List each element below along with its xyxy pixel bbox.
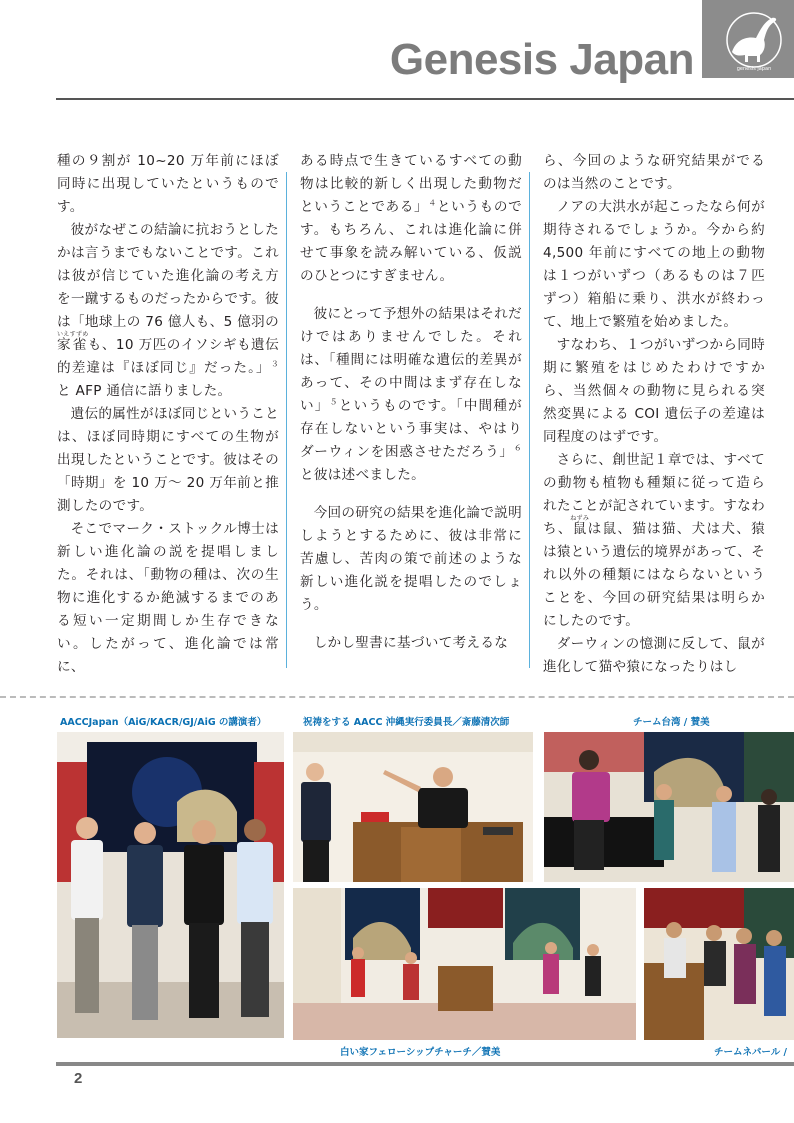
paragraph: ある時点で生きているすべての動物は比較的新しく出現した動物だということである」$^4$というものです。もちろん、これは進化論に併せて事象を読み解いている、仮説のひとつにすぎません。 xyxy=(300,153,522,284)
photo-team-nepal xyxy=(644,888,794,1040)
photo-white-house-church xyxy=(293,888,636,1040)
dinosaur-logo-icon xyxy=(702,0,794,78)
paragraph: 種の９割が 10~20 万年前にほぼ同時に出現していたというものです。 xyxy=(57,153,279,215)
article-column-3 xyxy=(543,150,765,679)
paragraph: すなわち、１つがいずつから同時期に繁殖をはじめたわけですから、当然個々の動物に見られる突然変異による COI 遺伝子の差違は同程度のはずです。 xyxy=(543,337,765,445)
paragraph: ノアの大洪水が起こったなら何が期待されるでしょうか。今から約 4,500 年前にすべての地上の動物は１つがいずつ（あるものは７匹ずつ）箱船に乗り、洪水が終わって、地上で繁殖を始めました。 xyxy=(543,199,765,330)
photo-team-taiwan xyxy=(544,732,794,882)
photo-caption: 白い家フェローシップチャーチ／賛美 xyxy=(340,1047,501,1058)
footer-rule xyxy=(56,1062,794,1066)
photo-caption: チーム台湾 / 賛美 xyxy=(633,717,710,728)
paragraph: しかし聖書に基づいて考えるな xyxy=(313,635,509,651)
paragraph: ら、今回のような研究結果がでるのは当然のことです。 xyxy=(543,153,765,192)
dinosaur-logo xyxy=(702,0,794,78)
photo-speakers xyxy=(57,732,284,1038)
page-number: 2 xyxy=(74,1070,83,1087)
paragraph: 彼にとって予想外の結果はそれだけではありませんでした。それは、「種間には明確な遺伝的差異があって、その中間はまず存在しない」$^5$というものです。「中間種が存在しないという事実は、やはりダーウィンを困惑させただろう」$^6$と彼は述べました。 xyxy=(300,306,522,483)
paragraph: ダーウィンの憶測に反して、鼠が進化して猫や猿になったりはし xyxy=(543,636,765,675)
photo-caption: 祝祷をする AACC 沖縄実行委員長／斎藤清次師 xyxy=(303,717,510,728)
article-column-2 xyxy=(300,150,522,655)
paragraph: そこでマーク・ストックル博士は新しい進化論の説を提唱しました。それは、「動物の種は、次の生物に進化するか絶滅するまでのある短い一定期間しか生存できない。したがって、進化論では常に、 xyxy=(57,521,279,675)
paragraph: さらに、創世記１章では、すべての動物も植物も種類に従って造られたことが記されています。すなわち、鼠ねずみは鼠、猫は猫、犬は犬、猿は猿という遺伝的境界があって、それ以外の種類にはならないということを、今回の研究結果は明らかにしたのです。 xyxy=(543,452,765,629)
photo-benediction xyxy=(293,732,533,882)
magazine-title: Genesis Japan xyxy=(389,35,694,84)
photo-caption: チームネパール / xyxy=(714,1047,787,1058)
svg-text:genesis japan: genesis japan xyxy=(736,66,772,72)
column-divider xyxy=(286,172,287,668)
header-rule xyxy=(56,98,794,100)
paragraph: 遺伝的属性がほぼ同じということは、ほぼ同時期にすべての生物が出現したということです。彼はその「時期」を 10 万～ 20 万年前と推測したのです。 xyxy=(57,406,279,514)
paragraph: 今回の研究の結果を進化論で説明しようとするために、彼は非常に苦慮し、苦肉の策で前述のような新しい進化説を提唱したのでしょう。 xyxy=(300,505,522,613)
column-divider xyxy=(529,172,530,668)
photo-caption: AACCJapan（AiG/KACR/GJ/AiG の講演者） xyxy=(60,717,267,728)
paragraph: 彼がなぜこの結論に抗おうとしたかは言うまでもないことです。これは彼が信じていた進化論の考え方を一蹴するものだったからです。彼は「地球上の 76 億人も、5 億羽の家雀いえすずめも、10 万匹のイソシギも遺伝的差違は『ほぼ同じ』だった。」$^3$と AFP 通信に語りました。 xyxy=(57,222,279,399)
photo-section-divider xyxy=(0,696,794,708)
article-column-1 xyxy=(57,150,279,679)
